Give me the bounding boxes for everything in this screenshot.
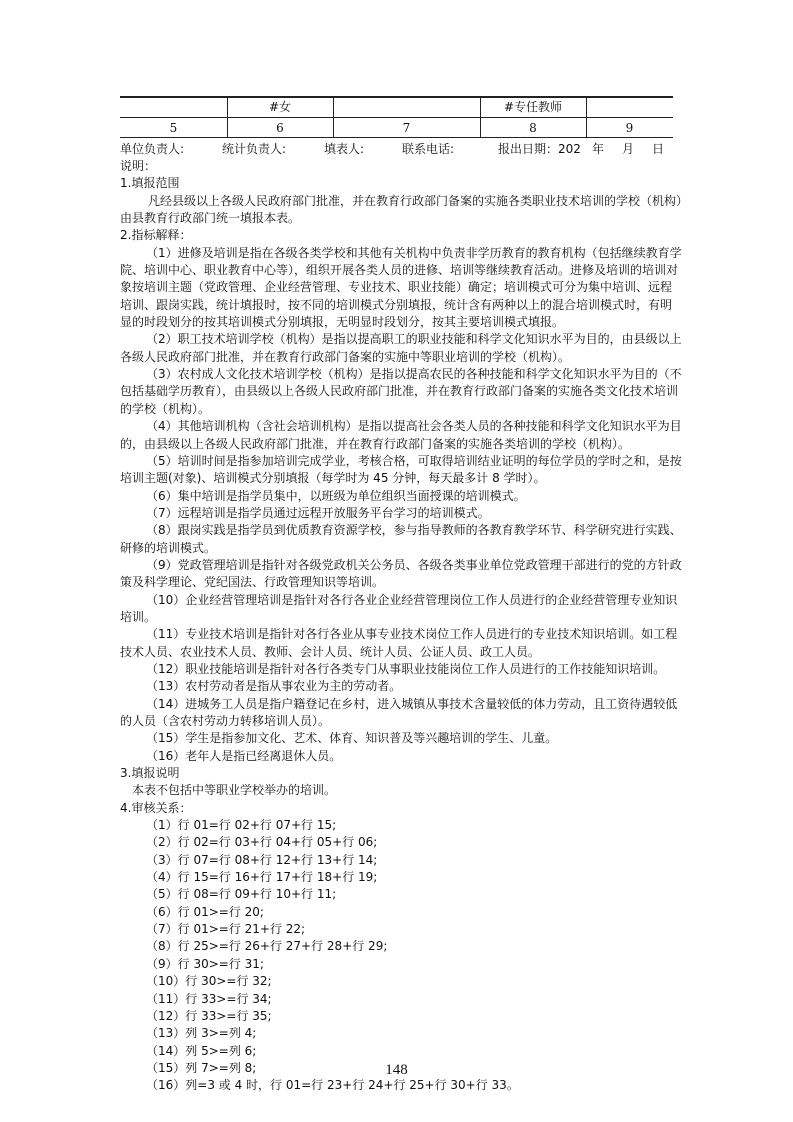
audit-rule: （3）行 07=行 08+行 12+行 13+行 14; xyxy=(146,852,378,867)
paragraph-line: 各级人民政府部门批准，并在教育行政部门备案的实施中等职业培训的学校（机构）。 xyxy=(120,349,571,364)
page-number: 148 xyxy=(385,1062,408,1078)
section-title: 2.指标解释： xyxy=(120,228,192,243)
audit-rule: （6）行 01>=行 20; xyxy=(146,904,264,919)
paragraph-line: （14）进城务工人员是指户籍登记在乡村，进入城镇从事技术含量较低的体力劳动，且工资待遇较低 xyxy=(146,696,678,711)
paragraph-line: 院、培训中心、职业教育中心等），组织开展各类人员的进修、培训等继续教育活动。进修及培训的培训对 xyxy=(120,263,679,278)
audit-rule: （11）行 33>=行 34; xyxy=(146,991,272,1006)
statistics-table xyxy=(120,96,673,138)
header-full-time-teacher: #专任教师 xyxy=(503,100,563,114)
paragraph-line: （15）学生是指参加文化、艺术、体育、知识普及等兴趣培训的学生、儿童。 xyxy=(146,731,558,746)
phone-label: 联系电话: xyxy=(402,142,455,156)
audit-rule: （5）行 08=行 09+行 10+行 11; xyxy=(146,887,337,902)
paragraph-line: 培训主题(对象)、培训模式分别填报（每学时为 45 分钟，每天最多计 8 学时）。 xyxy=(120,471,546,486)
paragraph-line: 本表不包括中等职业学校举办的培训。 xyxy=(132,783,337,798)
paragraph-line: （2）职工技术培训学校（机构）是指以提高职工的职业技能和科学文化知识水平为目的，由县级以上 xyxy=(146,332,682,347)
audit-rule: （2）行 02=行 03+行 04+行 05+行 06; xyxy=(146,835,378,850)
column-number: 9 xyxy=(625,121,634,135)
column-number: 6 xyxy=(276,121,284,135)
audit-rule: （10）行 30>=行 32; xyxy=(146,974,272,989)
audit-rule: （1）行 01=行 02+行 07+行 15; xyxy=(146,818,337,833)
paragraph-line: 显的时段划分的按其培训模式分别填报，无明显时段划分，按其主要培训模式填报。 xyxy=(120,315,565,330)
audit-rule: （14）列 5>=列 6; xyxy=(146,1043,257,1058)
paragraph-line: （8）跟岗实践是指学员到优质教育资源学校，参与指导教师的各教育教学环节、科学研究进行实践、 xyxy=(146,523,682,538)
paragraph-line: （12）职业技能培训是指针对各行各类专门从事职业技能岗位工作人员进行的工作技能知识培训。 xyxy=(146,661,666,676)
paragraph-line: （5）培训时间是指参加培训完成学业，考核合格，可取得培训结业证明的每位学员的学时之和，是按 xyxy=(146,453,682,468)
paragraph-line: 的学校（机构）。 xyxy=(120,401,211,416)
table-top-rule xyxy=(120,96,673,98)
notes-label: 说明： xyxy=(120,159,157,173)
paragraph-line: 的人员（含农村劳动力转移培训人员）。 xyxy=(120,714,331,728)
audit-rule: （15）列 7>=列 8; xyxy=(146,1060,257,1075)
column-number: 8 xyxy=(529,121,537,135)
paragraph-line: 由县教育行政部门统一填报本表。 xyxy=(120,211,301,226)
paragraph-line: （9）党政管理培训是指针对各级党政机关公务员、各级各类事业单位党政管理干部进行的党的方针政 xyxy=(146,557,682,572)
unit-head-label: 单位负责人: xyxy=(120,142,185,156)
year-label: 年 xyxy=(592,142,605,156)
paragraph-line: （6）集中培训是指学员集中，以班级为单位组织当面授课的培训模式。 xyxy=(146,488,526,503)
paragraph-line: （1）进修及培训是指在各级各类学校和其他有关机构中负责非学历教育的教育机构（包括继续教育学 xyxy=(146,245,682,260)
paragraph-line: （10）企业经营管理培训是指针对各行各业企业经营管理岗位工作人员进行的企业经营管理专业知识 xyxy=(146,592,678,607)
paragraph-line: 凡经县级以上各级人民政府部门批准，并在教育行政部门备案的实施各类职业技术培训的学校（机构） xyxy=(148,193,689,208)
report-date-label: 报出日期：202 xyxy=(498,142,581,156)
paragraph-line: （7）远程培训是指学员通过远程开放服务平台学习的培训模式。 xyxy=(146,505,490,520)
audit-rule: （7）行 01>=行 21+行 22; xyxy=(146,922,306,937)
paragraph-line: 研修的培训模式。 xyxy=(120,540,217,555)
paragraph-line: （11）专业技术培训是指针对各行各业从事专业技术岗位工作人员进行的专业技术知识培训。如工程 xyxy=(146,627,678,642)
stat-head-label: 统计负责人: xyxy=(222,142,287,156)
section-title: 1.填报范围 xyxy=(120,176,180,191)
paragraph-line: 培训。 xyxy=(120,609,157,624)
column-number: 7 xyxy=(402,121,411,135)
header-female: #女 xyxy=(268,100,292,114)
paragraph-line: 培训、跟岗实践，统计填报时，按不同的培训模式分别填报，统计含有两种以上的混合培训模式时，有明 xyxy=(120,297,673,312)
paragraph-line: 包括基础学历教育），由县级以上各级人民政府部门批准，并在教育行政部门备案的实施各类文化技术培训 xyxy=(120,384,679,399)
paragraph-line: 的，由县级以上各级人民政府部门批准，并在教育行政部门备案的实施各类培训的学校（机构）。 xyxy=(120,436,631,451)
paragraph-line: （3）农村成人文化技术培训学校（机构）是指以提高农民的各种技能和科学文化知识水平为目的（不 xyxy=(146,367,682,382)
audit-rule: （16）列=3 或 4 时，行 01=行 23+行 24+行 25+行 30+行 33。 xyxy=(146,1078,519,1093)
month-label: 月 xyxy=(622,142,635,156)
notes-body xyxy=(120,158,689,1095)
audit-rule: （13）列 3>=列 4; xyxy=(146,1026,257,1041)
audit-rule: （9）行 30>=行 31; xyxy=(146,956,264,971)
paragraph-line: 技术人员、农业技术人员、教师、会计人员、统计人员、公证人员、政工人员。 xyxy=(120,644,541,659)
day-label: 日 xyxy=(652,142,665,156)
column-number: 5 xyxy=(169,121,178,135)
paragraph-line: （16）老年人是指已经离退休人员。 xyxy=(146,748,342,763)
filler-label: 填表人: xyxy=(324,142,365,156)
section-title: 3.填报说明 xyxy=(120,766,180,781)
audit-rule: （4）行 15=行 16+行 17+行 18+行 19; xyxy=(146,870,378,885)
section-title: 4.审核关系： xyxy=(120,800,192,815)
audit-rule: （12）行 33>=行 35; xyxy=(146,1008,272,1023)
paragraph-line: 策及科学理论、党纪国法、行政管理知识等培训。 xyxy=(120,575,385,590)
audit-rule: （8）行 25>=行 26+行 27+行 28+行 29; xyxy=(146,939,388,954)
paragraph-line: 象按培训主题（党政管理、企业经营管理、专业技术、职业技能）确定；培训模式可分为集中培训、远程 xyxy=(120,280,673,295)
paragraph-line: （4）其他培训机构（含社会培训机构）是指以提高社会各类人员的各种技能和科学文化知识水平为目 xyxy=(146,419,682,434)
paragraph-line: （13）农村劳动者是指从事农业为主的劳动者。 xyxy=(146,679,402,694)
